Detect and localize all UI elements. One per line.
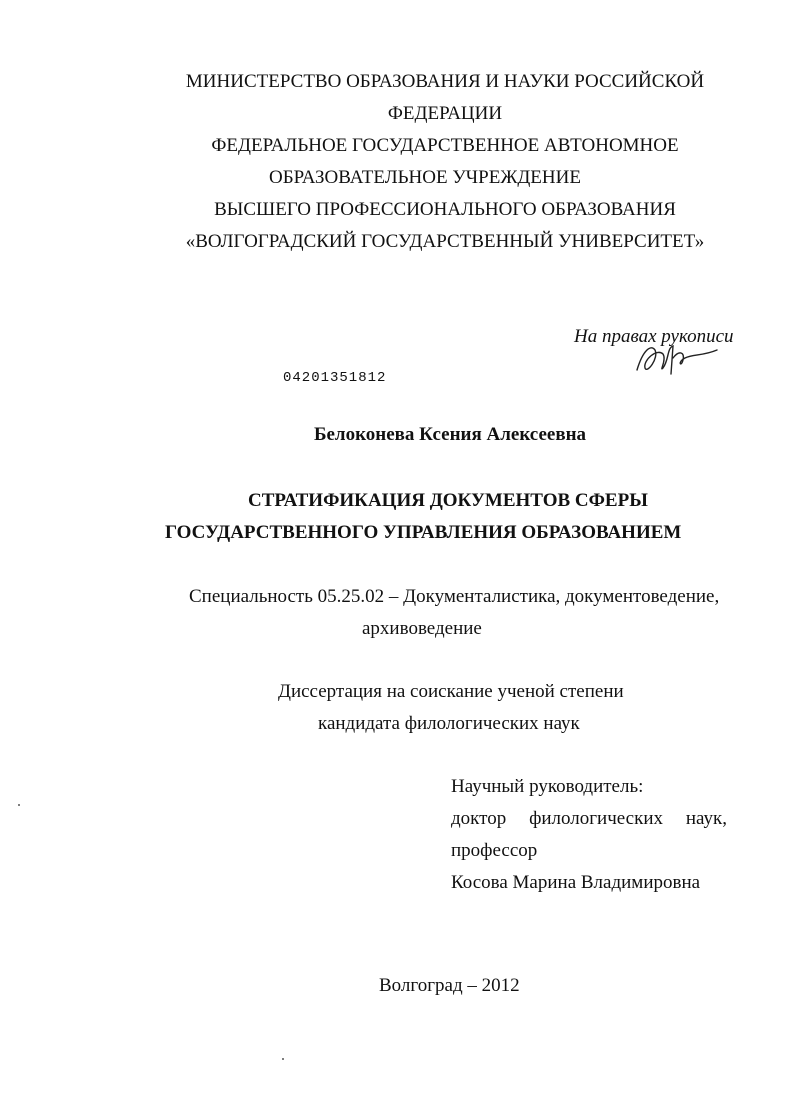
specialty-line-2: архивоведение <box>362 618 482 639</box>
institution-line-1: ФЕДЕРАЛЬНОЕ ГОСУДАРСТВЕННОЕ АВТОНОМНОЕ <box>211 135 679 156</box>
supervisor-label: Научный руководитель: <box>451 776 644 797</box>
supervisor-degree-word: филологических <box>529 808 664 829</box>
registration-number: 04201351812 <box>283 370 387 386</box>
supervisor-degree-word: доктор <box>451 808 507 829</box>
dissertation-title-line-2: ГОСУДАРСТВЕННОГО УПРАВЛЕНИЯ ОБРАЗОВАНИЕМ <box>165 522 682 543</box>
supervisor-degree-word: наук, <box>685 808 727 829</box>
supervisor-degree <box>451 808 727 830</box>
institution-line-2: ОБРАЗОВАТЕЛЬНОЕ УЧРЕЖДЕНИЕ <box>269 167 581 188</box>
dissertation-title-line-1: СТРАТИФИКАЦИЯ ДОКУМЕНТОВ СФЕРЫ <box>248 490 648 511</box>
scan-speck <box>18 804 20 806</box>
author-name: Белоконева Ксения Алексеевна <box>313 424 587 445</box>
signature-icon <box>633 340 723 380</box>
city-year: Волгоград – 2012 <box>379 975 520 996</box>
supervisor-name: Косова Марина Владимировна <box>451 872 701 893</box>
ministry-line-1: МИНИСТЕРСТВО ОБРАЗОВАНИЯ И НАУКИ РОССИЙСКОЙ <box>185 71 705 92</box>
university-name: «ВОЛГОГРАДСКИЙ ГОСУДАРСТВЕННЫЙ УНИВЕРСИТЕТ» <box>185 231 705 252</box>
specialty-line-1: Специальность 05.25.02 – Документалистика, документоведение, <box>189 586 720 607</box>
institution-line-3: ВЫСШЕГО ПРОФЕССИОНАЛЬНОГО ОБРАЗОВАНИЯ <box>214 199 676 220</box>
supervisor-rank: профессор <box>451 840 538 861</box>
ministry-line-2: ФЕДЕРАЦИИ <box>387 103 503 124</box>
manuscript-note: На правах рукописи <box>574 326 734 347</box>
degree-line-1: Диссертация на соискание ученой степени <box>278 681 624 702</box>
degree-line-2: кандидата филологических наук <box>318 713 580 734</box>
scan-speck <box>282 1058 284 1060</box>
